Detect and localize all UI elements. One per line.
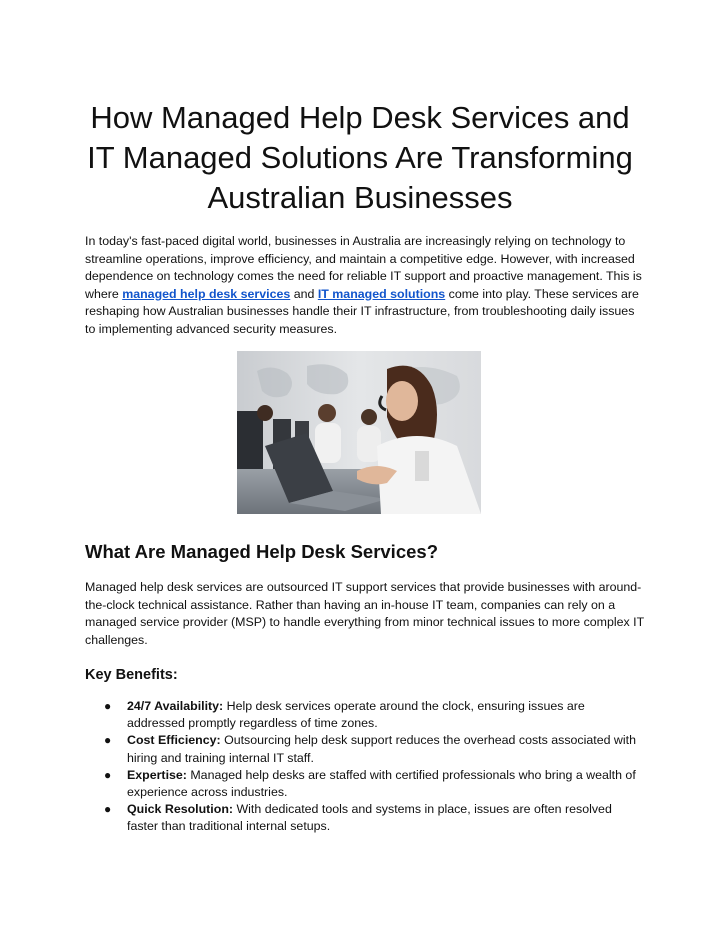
list-item — [85, 801, 645, 835]
benefit-term: Cost Efficiency: — [127, 733, 221, 748]
benefits-list — [85, 698, 645, 836]
help-desk-photo-illustration — [237, 351, 481, 514]
help-desk-photo — [237, 351, 481, 514]
benefit-term: 24/7 Availability: — [127, 699, 224, 713]
list-item — [85, 698, 645, 732]
bullet-icon: ● — [104, 767, 112, 782]
benefit-text: Managed help desks are staffed with certified professionals who bring a wealth of experience across industries. — [127, 767, 636, 800]
intro-text-middle: and — [290, 286, 318, 301]
benefits-heading: Key Benefits: — [85, 667, 178, 683]
bullet-icon: ● — [104, 733, 112, 748]
benefit-term: Quick Resolution: — [127, 802, 234, 817]
intro-paragraph — [85, 233, 645, 338]
intro-text-before: In today's fast-paced digital world, businesses in Australia are increasingly relying on technology to streamline operations, improve efficiency, and maintain a competitive edge. However, with increased dependence on technology comes the need for reliable IT support and proactive management. This is where — [85, 234, 642, 301]
intro-text-after: come into play. These services are reshaping how Australian businesses handle their IT infrastructure, from troubleshooting daily issues to implementing advanced security measures. — [85, 286, 639, 336]
title-line-2: IT Managed Solutions Are Transforming — [87, 140, 633, 175]
bullet-icon: ● — [104, 802, 112, 817]
title-line-3: Australian Businesses — [207, 180, 513, 215]
section-paragraph: Managed help desk services are outsourced IT support services that provide businesses with around-the-clock technical assistance. Rather than having an in-house IT team, companies can rely on a managed service provider (MSP) to handle everything from minor technical issues to more complex IT challenges. — [85, 580, 644, 647]
benefit-text: Help desk services operate around the clock, ensuring issues are addressed promptly regardless of time zones. — [127, 699, 585, 731]
managed-help-desk-link[interactable]: managed help desk services — [122, 286, 291, 301]
page-title — [60, 98, 660, 218]
benefit-text: With dedicated tools and systems in place, issues are often resolved faster than traditional internal setups. — [127, 802, 612, 834]
bullet-icon: ● — [104, 699, 112, 713]
list-item — [85, 767, 645, 801]
benefit-term: Expertise: — [127, 767, 187, 782]
benefit-text: Outsourcing help desk support reduces the overhead costs associated with hiring and training internal IT staff. — [127, 733, 636, 765]
it-managed-solutions-link[interactable]: IT managed solutions — [317, 286, 446, 301]
section-heading: What Are Managed Help Desk Services? — [85, 541, 438, 562]
list-item — [85, 732, 645, 766]
title-line-1: How Managed Help Desk Services and — [90, 100, 630, 135]
